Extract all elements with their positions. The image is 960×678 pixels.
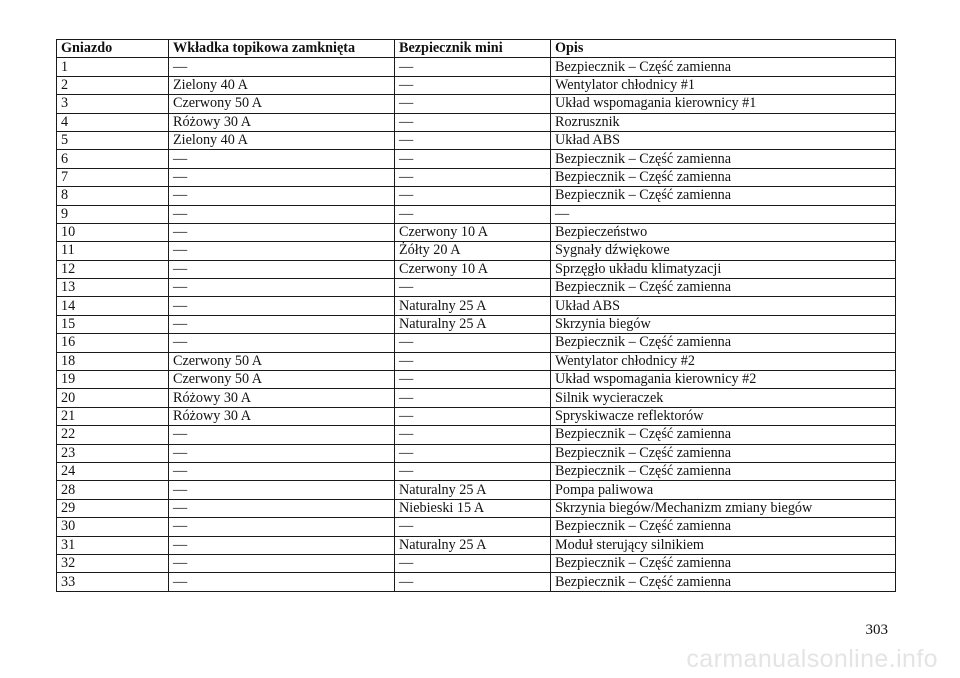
socket-cell: 8: [57, 187, 169, 205]
cartridge-fuse-cell: Różowy 30 A: [169, 389, 395, 407]
mini-fuse-cell: —: [395, 58, 551, 76]
description-cell: Bezpiecznik – Część zamienna: [551, 168, 896, 186]
socket-cell: 33: [57, 573, 169, 591]
table-row: [57, 334, 896, 352]
socket-cell: 23: [57, 444, 169, 462]
cartridge-fuse-cell: Różowy 30 A: [169, 113, 395, 131]
table-row: [57, 481, 896, 499]
table-row: [57, 260, 896, 278]
description-cell: Bezpiecznik – Część zamienna: [551, 187, 896, 205]
mini-fuse-cell: —: [395, 352, 551, 370]
table-row: [57, 315, 896, 333]
cartridge-fuse-cell: —: [169, 242, 395, 260]
cartridge-fuse-cell: —: [169, 315, 395, 333]
mini-fuse-cell: Naturalny 25 A: [395, 481, 551, 499]
socket-cell: 9: [57, 205, 169, 223]
mini-fuse-cell: —: [395, 462, 551, 480]
header-cartridge-fuse: Wkładka topikowa zamknięta: [169, 40, 395, 58]
table-row: [57, 131, 896, 149]
socket-cell: 15: [57, 315, 169, 333]
table-row: [57, 426, 896, 444]
socket-cell: 5: [57, 131, 169, 149]
mini-fuse-cell: Naturalny 25 A: [395, 315, 551, 333]
cartridge-fuse-cell: —: [169, 223, 395, 241]
mini-fuse-cell: —: [395, 168, 551, 186]
cartridge-fuse-cell: Czerwony 50 A: [169, 95, 395, 113]
mini-fuse-cell: Czerwony 10 A: [395, 223, 551, 241]
socket-cell: 1: [57, 58, 169, 76]
cartridge-fuse-cell: —: [169, 205, 395, 223]
description-cell: Bezpiecznik – Część zamienna: [551, 279, 896, 297]
mini-fuse-cell: Naturalny 25 A: [395, 536, 551, 554]
fuse-table: [56, 39, 896, 592]
mini-fuse-cell: —: [395, 76, 551, 94]
table-row: [57, 113, 896, 131]
description-cell: Bezpiecznik – Część zamienna: [551, 554, 896, 572]
mini-fuse-cell: —: [395, 95, 551, 113]
cartridge-fuse-cell: —: [169, 554, 395, 572]
header-socket: Gniazdo: [57, 40, 169, 58]
socket-cell: 3: [57, 95, 169, 113]
watermark: carmanualsonline.info: [686, 645, 938, 673]
header-row: [57, 40, 896, 58]
cartridge-fuse-cell: —: [169, 518, 395, 536]
cartridge-fuse-cell: —: [169, 334, 395, 352]
socket-cell: 12: [57, 260, 169, 278]
description-cell: Rozrusznik: [551, 113, 896, 131]
table-header: [57, 40, 896, 58]
cartridge-fuse-cell: Różowy 30 A: [169, 407, 395, 425]
socket-cell: 22: [57, 426, 169, 444]
description-cell: Moduł sterujący silnikiem: [551, 536, 896, 554]
cartridge-fuse-cell: —: [169, 168, 395, 186]
description-cell: Bezpiecznik – Część zamienna: [551, 150, 896, 168]
table-row: [57, 352, 896, 370]
table-row: [57, 518, 896, 536]
socket-cell: 28: [57, 481, 169, 499]
cartridge-fuse-cell: —: [169, 260, 395, 278]
table-row: [57, 554, 896, 572]
mini-fuse-cell: —: [395, 279, 551, 297]
table-row: [57, 58, 896, 76]
mini-fuse-cell: —: [395, 389, 551, 407]
cartridge-fuse-cell: —: [169, 58, 395, 76]
cartridge-fuse-cell: Zielony 40 A: [169, 76, 395, 94]
description-cell: Układ ABS: [551, 297, 896, 315]
table-row: [57, 536, 896, 554]
description-cell: Bezpiecznik – Część zamienna: [551, 426, 896, 444]
socket-cell: 18: [57, 352, 169, 370]
socket-cell: 11: [57, 242, 169, 260]
table-row: [57, 499, 896, 517]
description-cell: Bezpiecznik – Część zamienna: [551, 573, 896, 591]
table-row: [57, 407, 896, 425]
description-cell: Wentylator chłodnicy #2: [551, 352, 896, 370]
cartridge-fuse-cell: —: [169, 536, 395, 554]
socket-cell: 13: [57, 279, 169, 297]
mini-fuse-cell: —: [395, 444, 551, 462]
socket-cell: 30: [57, 518, 169, 536]
mini-fuse-cell: Naturalny 25 A: [395, 297, 551, 315]
table-row: [57, 389, 896, 407]
cartridge-fuse-cell: —: [169, 481, 395, 499]
socket-cell: 10: [57, 223, 169, 241]
mini-fuse-cell: —: [395, 573, 551, 591]
socket-cell: 16: [57, 334, 169, 352]
mini-fuse-cell: —: [395, 131, 551, 149]
mini-fuse-cell: —: [395, 407, 551, 425]
socket-cell: 14: [57, 297, 169, 315]
description-cell: —: [551, 205, 896, 223]
description-cell: Sygnały dźwiękowe: [551, 242, 896, 260]
description-cell: Bezpiecznik – Część zamienna: [551, 334, 896, 352]
table-row: [57, 242, 896, 260]
mini-fuse-cell: —: [395, 187, 551, 205]
description-cell: Bezpiecznik – Część zamienna: [551, 518, 896, 536]
description-cell: Bezpiecznik – Część zamienna: [551, 462, 896, 480]
cartridge-fuse-cell: Zielony 40 A: [169, 131, 395, 149]
description-cell: Skrzynia biegów: [551, 315, 896, 333]
cartridge-fuse-cell: —: [169, 150, 395, 168]
mini-fuse-cell: —: [395, 150, 551, 168]
table-row: [57, 76, 896, 94]
socket-cell: 20: [57, 389, 169, 407]
socket-cell: 6: [57, 150, 169, 168]
description-cell: Silnik wycieraczek: [551, 389, 896, 407]
description-cell: Bezpieczeństwo: [551, 223, 896, 241]
mini-fuse-cell: —: [395, 518, 551, 536]
description-cell: Bezpiecznik – Część zamienna: [551, 58, 896, 76]
mini-fuse-cell: —: [395, 334, 551, 352]
table-body: [57, 58, 896, 591]
table-row: [57, 462, 896, 480]
description-cell: Bezpiecznik – Część zamienna: [551, 444, 896, 462]
cartridge-fuse-cell: Czerwony 50 A: [169, 371, 395, 389]
mini-fuse-cell: —: [395, 426, 551, 444]
socket-cell: 4: [57, 113, 169, 131]
mini-fuse-cell: —: [395, 371, 551, 389]
socket-cell: 24: [57, 462, 169, 480]
description-cell: Skrzynia biegów/Mechanizm zmiany biegów: [551, 499, 896, 517]
description-cell: Wentylator chłodnicy #1: [551, 76, 896, 94]
mini-fuse-cell: Czerwony 10 A: [395, 260, 551, 278]
mini-fuse-cell: Niebieski 15 A: [395, 499, 551, 517]
cartridge-fuse-cell: —: [169, 444, 395, 462]
description-cell: Sprzęgło układu klimatyzacji: [551, 260, 896, 278]
socket-cell: 7: [57, 168, 169, 186]
header-description: Opis: [551, 40, 896, 58]
table-row: [57, 187, 896, 205]
table-row: [57, 95, 896, 113]
description-cell: Układ wspomagania kierownicy #2: [551, 371, 896, 389]
page-number: 303: [865, 622, 888, 638]
table-row: [57, 573, 896, 591]
cartridge-fuse-cell: —: [169, 187, 395, 205]
description-cell: Spryskiwacze reflektorów: [551, 407, 896, 425]
header-mini-fuse: Bezpiecznik mini: [395, 40, 551, 58]
socket-cell: 31: [57, 536, 169, 554]
socket-cell: 21: [57, 407, 169, 425]
table-row: [57, 223, 896, 241]
table-row: [57, 168, 896, 186]
mini-fuse-cell: —: [395, 205, 551, 223]
cartridge-fuse-cell: —: [169, 426, 395, 444]
table-row: [57, 205, 896, 223]
description-cell: Układ wspomagania kierownicy #1: [551, 95, 896, 113]
table-row: [57, 371, 896, 389]
mini-fuse-cell: —: [395, 554, 551, 572]
table-row: [57, 444, 896, 462]
socket-cell: 2: [57, 76, 169, 94]
socket-cell: 32: [57, 554, 169, 572]
table-row: [57, 279, 896, 297]
socket-cell: 29: [57, 499, 169, 517]
cartridge-fuse-cell: —: [169, 462, 395, 480]
description-cell: Układ ABS: [551, 131, 896, 149]
cartridge-fuse-cell: —: [169, 499, 395, 517]
mini-fuse-cell: Żółty 20 A: [395, 242, 551, 260]
cartridge-fuse-cell: —: [169, 573, 395, 591]
cartridge-fuse-cell: Czerwony 50 A: [169, 352, 395, 370]
cartridge-fuse-cell: —: [169, 297, 395, 315]
mini-fuse-cell: —: [395, 113, 551, 131]
socket-cell: 19: [57, 371, 169, 389]
table-row: [57, 297, 896, 315]
cartridge-fuse-cell: —: [169, 279, 395, 297]
table-row: [57, 150, 896, 168]
description-cell: Pompa paliwowa: [551, 481, 896, 499]
